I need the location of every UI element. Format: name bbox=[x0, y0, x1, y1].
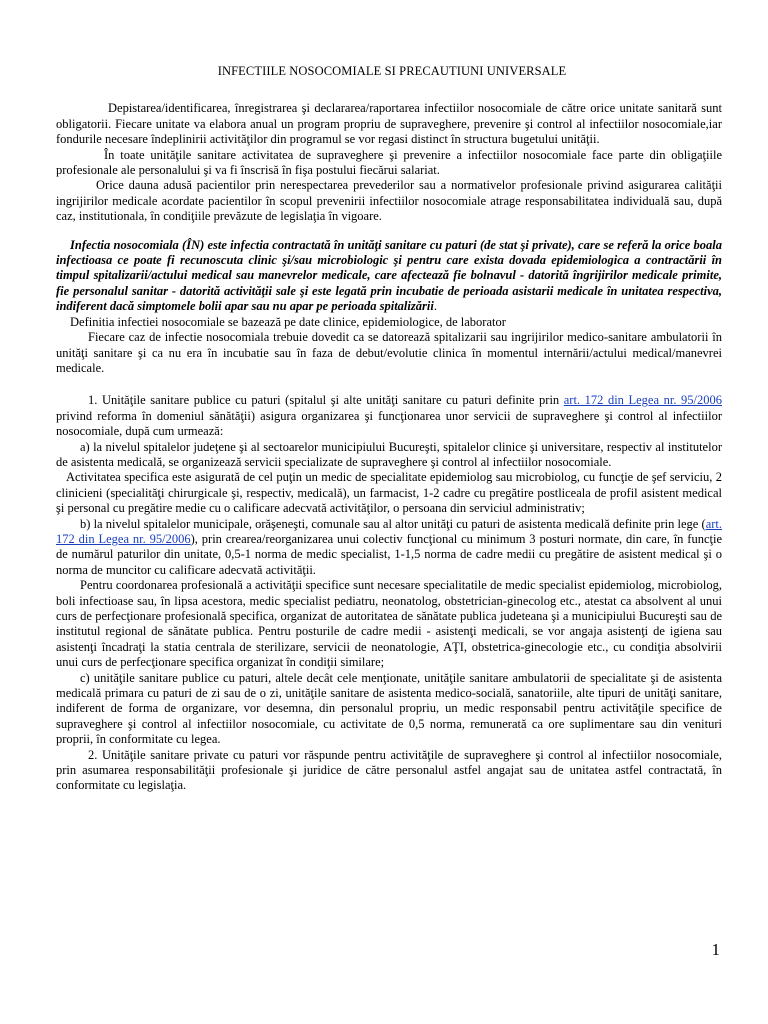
page-number: 1 bbox=[711, 940, 720, 959]
public-units-text-before: 1. Unităţile sanitare publice cu paturi (spitalul şi alte unităţi sanitare cu paturi definite prin bbox=[88, 393, 564, 408]
paragraph-public-units bbox=[56, 393, 722, 439]
paragraph-responsibility: Orice dauna adusă pacientilor prin nerespectarea prevederilor sau a normativelor profesionale privind asigurarea calităţii ingrijirilor medicale acordate pacientilor în scopul prevenirii infectiilor nosocomiale atrage responsabilitatea individuală sau, după caz, institutionala, în condiţiile prevăzute de legislaţia în vigoare. bbox=[56, 178, 722, 224]
public-units-text-after: privind reforma în domeniul sănătăţii) asigura organizarea şi funcţionarea unor servicii de supraveghere şi control al infectiilor nosocomiale, după cum urmează: bbox=[56, 408, 722, 439]
item-b-text-after: ), prin crearea/reorganizarea unui colectiv funcţional cu minimum 3 posturi normate, din care, în funcţie de numărul paturilor din unitate, 0,5-1 norma de medic specialist, 1-1,5 norma de cadre medii cu pregătire de asistent medical şi o norma de muncitor cu calificare adecvată activităţii. bbox=[56, 531, 723, 577]
paragraph-surveillance-duties: În toate unităţile sanitare activitatea de supraveghere şi prevenire a infectiilor nosocomiale face parte din obligaţiile profesionale ale personalului şi va fi înscrisă în fişa postului fiecărui salariat. bbox=[56, 147, 722, 178]
page-title: INFECTIILE NOSOCOMIALE SI PRECAUTIUNI UNIVERSALE bbox=[217, 64, 567, 78]
paragraph-item-b bbox=[56, 517, 722, 579]
paragraph-item-a: a) la nivelul spitalelor judeţene şi al sectoarelor municipiului Bucureşti, spitalelor clinice şi universitare, respectiv al institutelor de asistenta medicală, se organizează servicii specializate de supraveghere şi control al infectiilor nosocomiale. bbox=[56, 439, 722, 469]
definition-period: . bbox=[433, 299, 437, 314]
paragraph-staffing: Activitatea specifica este asigurată de cel puţin un medic de specialitate epidemiolog sau microbiolog, cu funcţie de şef serviciu, 2 clinicieni (specialităţi chirurgicale şi, respectiv, medicală), un farmacist, 1-2 cadre cu pregătire postliceala de profil asistent medical şi personal cu pregătire medie cu o calificare adecvată activităţilor, o persoana din serviciul administrativ; bbox=[56, 470, 722, 516]
document-body bbox=[56, 64, 722, 794]
paragraph-item-c: c) unităţile sanitare publice cu paturi, altele decât cele menţionate, unităţile sanitare ambulatorii de specialitate şi de asistenta medicală primara cu paturi de zi sau de o zi, unităţile sanitare de asistenta medico-socială, sanatoriile, alte tipuri de unităţi sanitare, indiferent de forma de organizare, vor desemna, din personalul propriu, un medic responsabil pentru activităţile specifice de supraveghere şi control al infectiilor nosocomiale, cu activitate de 0,5 norma, remunerată ca ore suplimentare sau din venituri proprii, în conformitate cu legea. bbox=[56, 670, 722, 747]
paragraph-definition-basis: Definitia infectiei nosocomiale se bazează pe date clinice, epidemiologice, de laborator bbox=[70, 314, 506, 329]
law-reference-link[interactable]: art. 172 din Legea nr. 95/2006 bbox=[56, 516, 722, 546]
paragraph-private-units: 2. Unităţile sanitare private cu paturi vor răspunde pentru activităţile de supraveghere şi control al infectiilor nosocomiale, prin asumarea responsabilităţii profesionale şi juridice de către personalul astfel angajat sau de unitatea astfel contractată, în conformitate cu legislaţia. bbox=[56, 747, 722, 793]
paragraph-coordination: Pentru coordonarea profesională a activităţii specifice sunt necesare specialitatile de medic specialist epidemiolog, microbiolog, boli infectioase sau, în lipsa acestora, medic specialist pediatru, neonatolog, obstetrician-ginecolog etc., atestat ca absolvent al unui curs de perfecţionare profesională specifica, organizat de autoritatea de sănătate publica judeteana şi a municipiului Bucureşti sau de institutul regional de sănătate publica. Pentru posturile de cadre medii - asistenţi medicali, se vor angaja asistenţi de igiena sau asistenţi încadraţi la statia centrala de sterilizare, servicii de neonatologie, AŢI, obstetrica-ginecologie etc., cu condiţia absolvirii unui curs de perfecţionare specifica organizat în condiţii similare; bbox=[56, 578, 722, 670]
law-reference-link[interactable]: art. 172 din Legea nr. 95/2006 bbox=[563, 393, 722, 408]
paragraph-reporting-obligation: Depistarea/identificarea, înregistrarea şi declararea/raportarea infectiilor nosocomiale de către orice unitate sanitară sunt obligatorii. Fiecare unitate va elabora anual un program propriu de supraveghere, prevenire şi control al infectiilor nosocomiale,iar fondurile necesare îndeplinirii activităţilor din programul se vor regasi distinct în structura bugetului unităţii. bbox=[56, 101, 722, 147]
paragraph-definition bbox=[56, 238, 722, 315]
definition-text: Infectia nosocomiala (ÎN) este infectia contractată în unităţi sanitare cu paturi (de stat şi private), care se referă la orice boala infectioasa ce poate fi recunoscuta clinic şi/sau microbiologic şi pentru care exista dovada epidemiologica a contractării în timpul spitalizarii/actului medical sau manevrelor medicale, care afectează fie bolnavul - datorită îngrijirilor medicale primite, fie personalul sanitar - datorită activităţii sale şi este legată prin incubatie de perioada asistarii medicale în unitatea respectiva, indiferent dacă simptomele bolii apar sau nu apar pe perioada spitalizării bbox=[56, 237, 722, 314]
item-b-text-before: b) la nivelul spitalelor municipale, orăşeneşti, comunale sau al altor unităţi cu paturi de asistenta medicală definite prin lege ( bbox=[80, 516, 706, 531]
paragraph-case-proof: Fiecare caz de infectie nosocomiala trebuie dovedit ca se datorează spitalizarii sau ingrijirilor medico-sanitare ambulatorii în unităţi sanitare şi ca nu era în incubatie sau în faza de debut/evolutie clinica în momentul internării/actului medical/manevrei medicale. bbox=[56, 330, 722, 375]
